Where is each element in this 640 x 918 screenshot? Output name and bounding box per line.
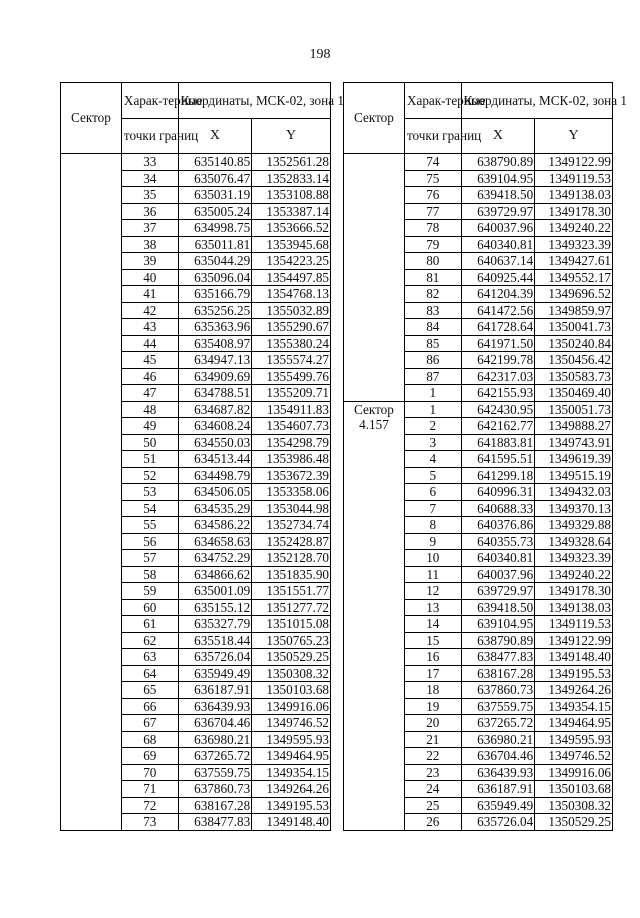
y-coordinate: 1349696.52 [535,286,613,303]
y-coordinate: 1349916.06 [252,698,331,715]
header-y: Y [252,119,331,154]
x-coordinate: 635949.49 [178,665,252,682]
point-number: 61 [121,616,178,633]
x-coordinate: 636439.93 [178,698,252,715]
point-number: 48 [121,401,178,418]
y-coordinate: 1349329.88 [535,517,613,534]
x-coordinate: 642162.77 [461,418,535,435]
header-coordinates: Координаты, МСК-02, зона 1 [178,83,330,119]
x-coordinate: 634608.24 [178,418,252,435]
point-number: 62 [121,632,178,649]
header-y: Y [535,119,613,154]
header-points: точки границ [404,119,461,154]
table-row [344,401,613,418]
y-coordinate: 1350308.32 [535,797,613,814]
point-number: 4 [404,451,461,468]
x-coordinate: 638790.89 [461,154,535,171]
x-coordinate: 641728.64 [461,319,535,336]
x-coordinate: 635363.96 [178,319,252,336]
y-coordinate: 1354223.25 [252,253,331,270]
y-coordinate: 1353672.39 [252,467,331,484]
x-coordinate: 634788.51 [178,385,252,402]
x-coordinate: 638477.83 [461,649,535,666]
x-coordinate: 635518.44 [178,632,252,649]
point-number: 22 [404,748,461,765]
x-coordinate: 640637.14 [461,253,535,270]
x-coordinate: 635408.97 [178,335,252,352]
point-number: 26 [404,814,461,831]
x-coordinate: 639104.95 [461,616,535,633]
point-number: 11 [404,566,461,583]
point-number: 1 [404,385,461,402]
y-coordinate: 1351277.72 [252,599,331,616]
x-coordinate: 638790.89 [461,632,535,649]
x-coordinate: 637860.73 [461,682,535,699]
header-characteristic: Харак-терные [404,83,461,119]
sector-cell [344,154,405,402]
y-coordinate: 1349427.61 [535,253,613,270]
y-coordinate: 1349595.93 [535,731,613,748]
left-table-body [61,154,331,831]
y-coordinate: 1350240.84 [535,335,613,352]
point-number: 42 [121,302,178,319]
point-number: 76 [404,187,461,204]
x-coordinate: 634947.13 [178,352,252,369]
x-coordinate: 635096.04 [178,269,252,286]
x-coordinate: 636704.46 [178,715,252,732]
point-number: 14 [404,616,461,633]
point-number: 47 [121,385,178,402]
point-number: 35 [121,187,178,204]
x-coordinate: 635011.81 [178,236,252,253]
sector-label-cell [344,401,405,830]
y-coordinate: 1352428.87 [252,533,331,550]
x-coordinate: 634586.22 [178,517,252,534]
header-sector: Сектор [344,83,405,154]
point-number: 18 [404,682,461,699]
point-number: 10 [404,550,461,567]
point-number: 23 [404,764,461,781]
point-number: 34 [121,170,178,187]
x-coordinate: 636439.93 [461,764,535,781]
header-x: X [178,119,252,154]
y-coordinate: 1349432.03 [535,484,613,501]
header-sector: Сектор [61,83,122,154]
x-coordinate: 634752.29 [178,550,252,567]
x-coordinate: 638167.28 [461,665,535,682]
y-coordinate: 1354768.13 [252,286,331,303]
y-coordinate: 1349195.53 [252,797,331,814]
y-coordinate: 1353358.06 [252,484,331,501]
x-coordinate: 634909.69 [178,368,252,385]
header-coordinates: Координаты, МСК-02, зона 1 [461,83,612,119]
y-coordinate: 1349328.64 [535,533,613,550]
y-coordinate: 1349916.06 [535,764,613,781]
x-coordinate: 637265.72 [178,748,252,765]
point-number: 16 [404,649,461,666]
x-coordinate: 634498.79 [178,467,252,484]
table-row [61,154,331,171]
x-coordinate: 640376.86 [461,517,535,534]
point-number: 69 [121,748,178,765]
x-coordinate: 641883.81 [461,434,535,451]
x-coordinate: 634506.05 [178,484,252,501]
point-number: 57 [121,550,178,567]
y-coordinate: 1349195.53 [535,665,613,682]
point-number: 41 [121,286,178,303]
y-coordinate: 1354497.85 [252,269,331,286]
x-coordinate: 641204.39 [461,286,535,303]
x-coordinate: 637559.75 [178,764,252,781]
point-number: 44 [121,335,178,352]
y-coordinate: 1349178.30 [535,583,613,600]
y-coordinate: 1353044.98 [252,500,331,517]
x-coordinate: 642317.03 [461,368,535,385]
point-number: 85 [404,335,461,352]
x-coordinate: 634998.75 [178,220,252,237]
y-coordinate: 1349743.91 [535,434,613,451]
coordinates-table-left [60,82,344,831]
y-coordinate: 1355290.67 [252,319,331,336]
point-number: 8 [404,517,461,534]
point-number: 72 [121,797,178,814]
y-coordinate: 1351551.77 [252,583,331,600]
y-coordinate: 1349178.30 [535,203,613,220]
x-coordinate: 640355.73 [461,533,535,550]
y-coordinate: 1349552.17 [535,269,613,286]
x-coordinate: 635726.04 [178,649,252,666]
y-coordinate: 1351015.08 [252,616,331,633]
x-coordinate: 641299.18 [461,467,535,484]
y-coordinate: 1350529.25 [535,814,613,831]
page-number: 198 [309,47,331,62]
x-coordinate: 639729.97 [461,203,535,220]
x-coordinate: 634550.03 [178,434,252,451]
point-number: 80 [404,253,461,270]
point-number: 84 [404,319,461,336]
x-coordinate: 640340.81 [461,236,535,253]
point-number: 83 [404,302,461,319]
x-coordinate: 635140.85 [178,154,252,171]
y-coordinate: 1349122.99 [535,632,613,649]
point-number: 36 [121,203,178,220]
y-coordinate: 1349354.15 [252,764,331,781]
x-coordinate: 635155.12 [178,599,252,616]
point-number: 75 [404,170,461,187]
point-number: 1 [404,401,461,418]
point-number: 51 [121,451,178,468]
y-coordinate: 1351835.90 [252,566,331,583]
point-number: 67 [121,715,178,732]
y-coordinate: 1354298.79 [252,434,331,451]
point-number: 65 [121,682,178,699]
y-coordinate: 1350583.73 [535,368,613,385]
point-number: 46 [121,368,178,385]
x-coordinate: 640688.33 [461,500,535,517]
x-coordinate: 635327.79 [178,616,252,633]
point-number: 66 [121,698,178,715]
point-number: 5 [404,467,461,484]
x-coordinate: 640996.31 [461,484,535,501]
x-coordinate: 634535.29 [178,500,252,517]
x-coordinate: 641472.56 [461,302,535,319]
point-number: 71 [121,781,178,798]
y-coordinate: 1349370.13 [535,500,613,517]
point-number: 40 [121,269,178,286]
x-coordinate: 636704.46 [461,748,535,765]
point-number: 56 [121,533,178,550]
y-coordinate: 1350469.40 [535,385,613,402]
point-number: 2 [404,418,461,435]
y-coordinate: 1353666.52 [252,220,331,237]
y-coordinate: 1349138.03 [535,187,613,204]
x-coordinate: 642155.93 [461,385,535,402]
x-coordinate: 640037.96 [461,566,535,583]
y-coordinate: 1349148.40 [252,814,331,831]
x-coordinate: 637265.72 [461,715,535,732]
header-points: точки границ [121,119,178,154]
y-coordinate: 1349264.26 [535,682,613,699]
point-number: 77 [404,203,461,220]
x-coordinate: 639418.50 [461,599,535,616]
x-coordinate: 640037.96 [461,220,535,237]
point-number: 52 [121,467,178,484]
y-coordinate: 1350041.73 [535,319,613,336]
point-number: 81 [404,269,461,286]
y-coordinate: 1355499.76 [252,368,331,385]
x-coordinate: 635166.79 [178,286,252,303]
y-coordinate: 1353945.68 [252,236,331,253]
x-coordinate: 639104.95 [461,170,535,187]
y-coordinate: 1349619.39 [535,451,613,468]
point-number: 25 [404,797,461,814]
point-number: 55 [121,517,178,534]
y-coordinate: 1355380.24 [252,335,331,352]
x-coordinate: 636980.21 [461,731,535,748]
point-number: 86 [404,352,461,369]
x-coordinate: 637559.75 [461,698,535,715]
y-coordinate: 1352128.70 [252,550,331,567]
y-coordinate: 1349888.27 [535,418,613,435]
sector-cell [61,154,122,831]
x-coordinate: 638167.28 [178,797,252,814]
y-coordinate: 1350456.42 [535,352,613,369]
sector-label: Сектор [354,401,394,417]
y-coordinate: 1349323.39 [535,236,613,253]
y-coordinate: 1352734.74 [252,517,331,534]
y-coordinate: 1349119.53 [535,170,613,187]
header-x: X [461,119,535,154]
x-coordinate: 635076.47 [178,170,252,187]
point-number: 87 [404,368,461,385]
y-coordinate: 1349148.40 [535,649,613,666]
y-coordinate: 1349138.03 [535,599,613,616]
y-coordinate: 1349323.39 [535,550,613,567]
point-number: 43 [121,319,178,336]
x-coordinate: 639418.50 [461,187,535,204]
point-number: 38 [121,236,178,253]
x-coordinate: 635726.04 [461,814,535,831]
point-number: 12 [404,583,461,600]
point-number: 73 [121,814,178,831]
x-coordinate: 635949.49 [461,797,535,814]
point-number: 45 [121,352,178,369]
point-number: 33 [121,154,178,171]
x-coordinate: 642430.95 [461,401,535,418]
x-coordinate: 635001.09 [178,583,252,600]
point-number: 15 [404,632,461,649]
y-coordinate: 1353108.88 [252,187,331,204]
point-number: 74 [404,154,461,171]
point-number: 19 [404,698,461,715]
point-number: 50 [121,434,178,451]
point-number: 64 [121,665,178,682]
y-coordinate: 1349119.53 [535,616,613,633]
x-coordinate: 634513.44 [178,451,252,468]
point-number: 21 [404,731,461,748]
x-coordinate: 642199.78 [461,352,535,369]
y-coordinate: 1350103.68 [252,682,331,699]
header-characteristic: Харак-терные [121,83,178,119]
point-number: 53 [121,484,178,501]
y-coordinate: 1349859.97 [535,302,613,319]
y-coordinate: 1350103.68 [535,781,613,798]
point-number: 13 [404,599,461,616]
y-coordinate: 1349746.52 [252,715,331,732]
y-coordinate: 1349464.95 [252,748,331,765]
table-row [344,154,613,171]
y-coordinate: 1349240.22 [535,220,613,237]
y-coordinate: 1355032.89 [252,302,331,319]
point-number: 37 [121,220,178,237]
x-coordinate: 641971.50 [461,335,535,352]
x-coordinate: 635005.24 [178,203,252,220]
x-coordinate: 634687.82 [178,401,252,418]
x-coordinate: 634866.62 [178,566,252,583]
point-number: 54 [121,500,178,517]
x-coordinate: 640340.81 [461,550,535,567]
point-number: 7 [404,500,461,517]
x-coordinate: 636187.91 [178,682,252,699]
y-coordinate: 1353986.48 [252,451,331,468]
sector-number: 4.157 [359,417,389,432]
x-coordinate: 637860.73 [178,781,252,798]
point-number: 49 [121,418,178,435]
x-coordinate: 635256.25 [178,302,252,319]
x-coordinate: 641595.51 [461,451,535,468]
point-number: 17 [404,665,461,682]
x-coordinate: 634658.63 [178,533,252,550]
point-number: 24 [404,781,461,798]
x-coordinate: 635031.19 [178,187,252,204]
point-number: 60 [121,599,178,616]
y-coordinate: 1349746.52 [535,748,613,765]
point-number: 78 [404,220,461,237]
y-coordinate: 1349264.26 [252,781,331,798]
y-coordinate: 1350308.32 [252,665,331,682]
y-coordinate: 1349354.15 [535,698,613,715]
y-coordinate: 1349515.19 [535,467,613,484]
x-coordinate: 640925.44 [461,269,535,286]
y-coordinate: 1355574.27 [252,352,331,369]
point-number: 63 [121,649,178,666]
y-coordinate: 1352561.28 [252,154,331,171]
point-number: 3 [404,434,461,451]
point-number: 70 [121,764,178,781]
y-coordinate: 1349240.22 [535,566,613,583]
point-number: 39 [121,253,178,270]
point-number: 79 [404,236,461,253]
x-coordinate: 639729.97 [461,583,535,600]
x-coordinate: 636187.91 [461,781,535,798]
y-coordinate: 1354911.83 [252,401,331,418]
point-number: 68 [121,731,178,748]
x-coordinate: 638477.83 [178,814,252,831]
point-number: 6 [404,484,461,501]
point-number: 59 [121,583,178,600]
right-table-body [344,154,613,831]
point-number: 20 [404,715,461,732]
y-coordinate: 1349595.93 [252,731,331,748]
y-coordinate: 1350765.23 [252,632,331,649]
y-coordinate: 1350051.73 [535,401,613,418]
y-coordinate: 1354607.73 [252,418,331,435]
y-coordinate: 1352833.14 [252,170,331,187]
y-coordinate: 1350529.25 [252,649,331,666]
y-coordinate: 1349122.99 [535,154,613,171]
coordinates-table-right [343,82,627,831]
point-number: 58 [121,566,178,583]
y-coordinate: 1355209.71 [252,385,331,402]
x-coordinate: 635044.29 [178,253,252,270]
point-number: 9 [404,533,461,550]
y-coordinate: 1353387.14 [252,203,331,220]
point-number: 82 [404,286,461,303]
y-coordinate: 1349464.95 [535,715,613,732]
x-coordinate: 636980.21 [178,731,252,748]
